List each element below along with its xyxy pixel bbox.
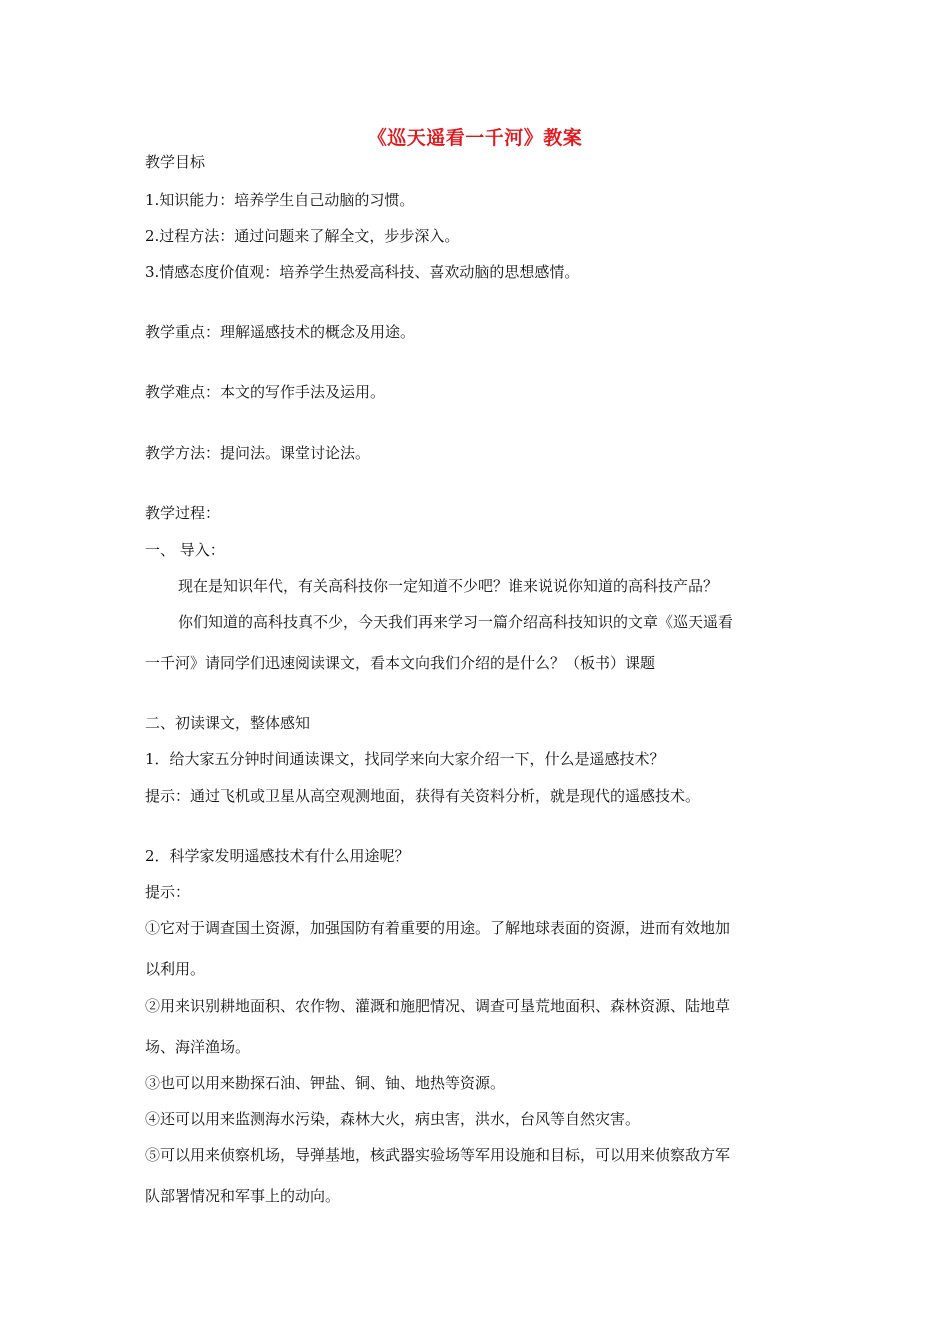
document-title: 《巡天遥看一千河》教案 [367,127,583,149]
section2-heading: 二、初读课文，整体感知 [145,714,311,732]
intro-paragraph-cont: 一千河》请同学们迅速阅读课文，看本文向我们介绍的是什么？（板书）课题 [145,654,656,672]
use-item: ⑤可以用来侦察机场，导弹基地，核武器实验场等军用设施和目标，可以用来侦察敌方军 [145,1146,731,1164]
teaching-method: 教学方法：提问法。课堂讨论法。 [145,444,371,462]
use-item: ④还可以用来监测海水污染，森林大火，病虫害，洪水，台风等自然灾害。 [145,1110,641,1128]
process-heading: 教学过程： [145,504,221,522]
use-item-cont: 以利用。 [145,960,206,978]
intro-paragraph: 你们知道的高科技真不少，今天我们再来学习一篇介绍高科技知识的文章《巡天遥看 [178,613,734,631]
key-point: 教学重点：理解遥感技术的概念及用途。 [145,323,416,341]
objective-item: 1.知识能力：培养学生自己动脑的习惯。 [145,191,415,209]
use-item-cont: 场、海洋渔场。 [145,1038,251,1056]
hint-label: 提示： [145,883,191,901]
question-2: 2．科学家发明遥感技术有什么用途呢？ [145,847,410,865]
section1-heading: 一、 导入： [145,541,225,559]
intro-paragraph: 现在是知识年代，有关高科技你一定知道不少吧？谁来说说你知道的高科技产品？ [178,577,719,595]
use-item: ①它对于调查国土资源，加强国防有着重要的用途。了解地球表面的资源，进而有效地加 [145,919,731,937]
question-1: 1．给大家五分钟时间通读课文，找同学来向大家介绍一下，什么是遥感技术？ [145,750,665,768]
objective-item: 2.过程方法：通过问题来了解全文，步步深入。 [145,227,460,245]
difficulty: 教学难点：本文的写作手法及运用。 [145,383,386,401]
use-item-cont: 队部署情况和军事上的动向。 [145,1187,341,1205]
answer-1: 提示：通过飞机或卫星从高空观测地面，获得有关资料分析，就是现代的遥感技术。 [145,787,701,805]
use-item: ②用来识别耕地面积、农作物、灌溉和施肥情况、调查可垦荒地面积、森林资源、陆地草 [145,997,731,1015]
objectives-heading: 教学目标 [145,153,206,171]
objective-item: 3.情感态度价值观：培养学生热爱高科技、喜欢动脑的思想感情。 [145,263,580,281]
use-item: ③也可以用来勘探石油、钾盐、铜、铀、地热等资源。 [145,1074,506,1092]
